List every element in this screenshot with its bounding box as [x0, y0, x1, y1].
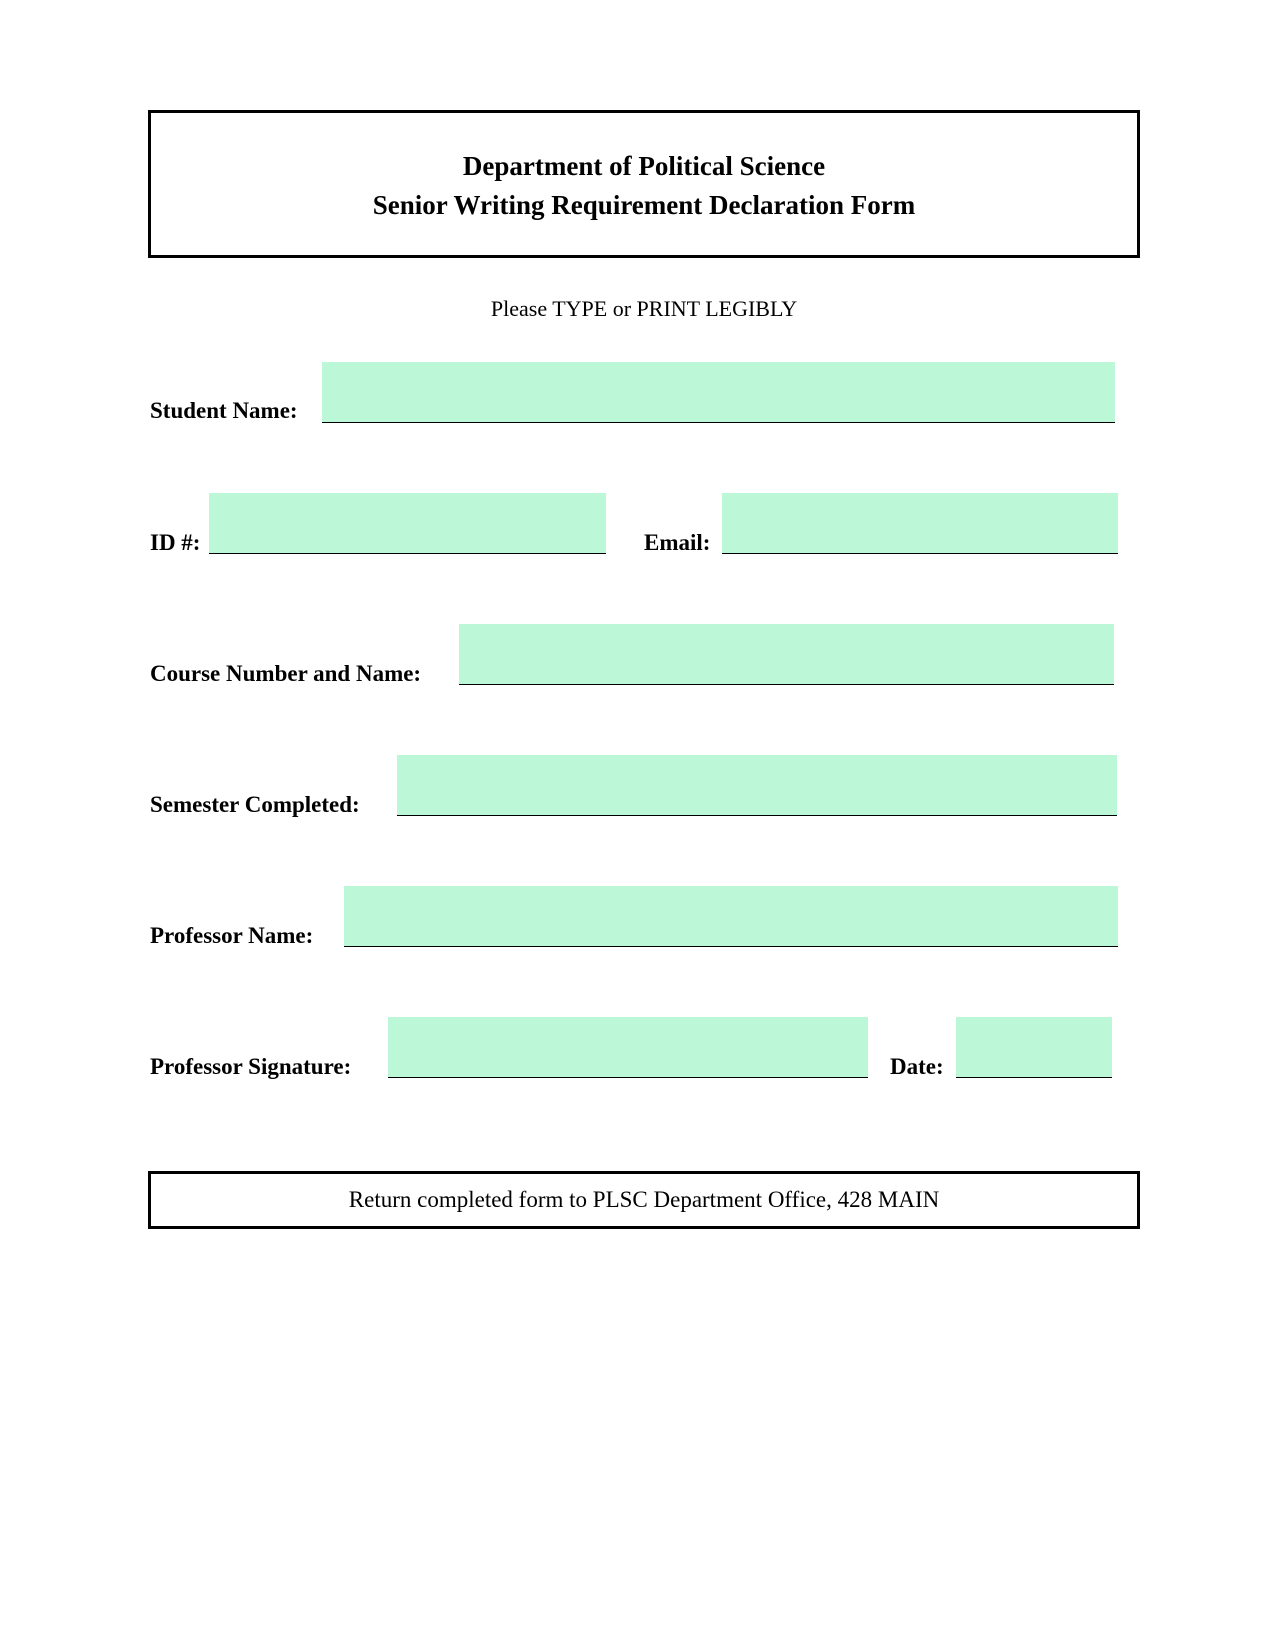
student-name-label: Student Name:: [150, 398, 298, 423]
professor-name-label: Professor Name:: [150, 923, 314, 948]
course-field[interactable]: [459, 624, 1114, 685]
semester-field[interactable]: [397, 755, 1117, 816]
return-instructions-text: Return completed form to PLSC Department Office, 428 MAIN: [348, 1187, 940, 1212]
department-title: Department of Political Science: [462, 151, 826, 181]
professor-name-field[interactable]: [344, 886, 1118, 947]
form-title: Senior Writing Requirement Declaration Form: [372, 190, 916, 220]
date-field[interactable]: [956, 1017, 1112, 1078]
professor-signature-field[interactable]: [388, 1017, 868, 1078]
return-instructions-box: [148, 1171, 1140, 1229]
id-number-field[interactable]: [209, 493, 606, 554]
professor-signature-label: Professor Signature:: [150, 1054, 352, 1079]
form-header-box: [148, 110, 1140, 258]
course-label: Course Number and Name:: [150, 661, 422, 686]
instruction-text: Please TYPE or PRINT LEGIBLY: [490, 296, 798, 321]
id-number-label: ID #:: [150, 530, 201, 555]
email-field[interactable]: [722, 493, 1118, 554]
date-label: Date:: [890, 1054, 944, 1079]
student-name-field[interactable]: [322, 362, 1115, 423]
semester-label: Semester Completed:: [150, 792, 360, 817]
email-label: Email:: [644, 530, 711, 555]
